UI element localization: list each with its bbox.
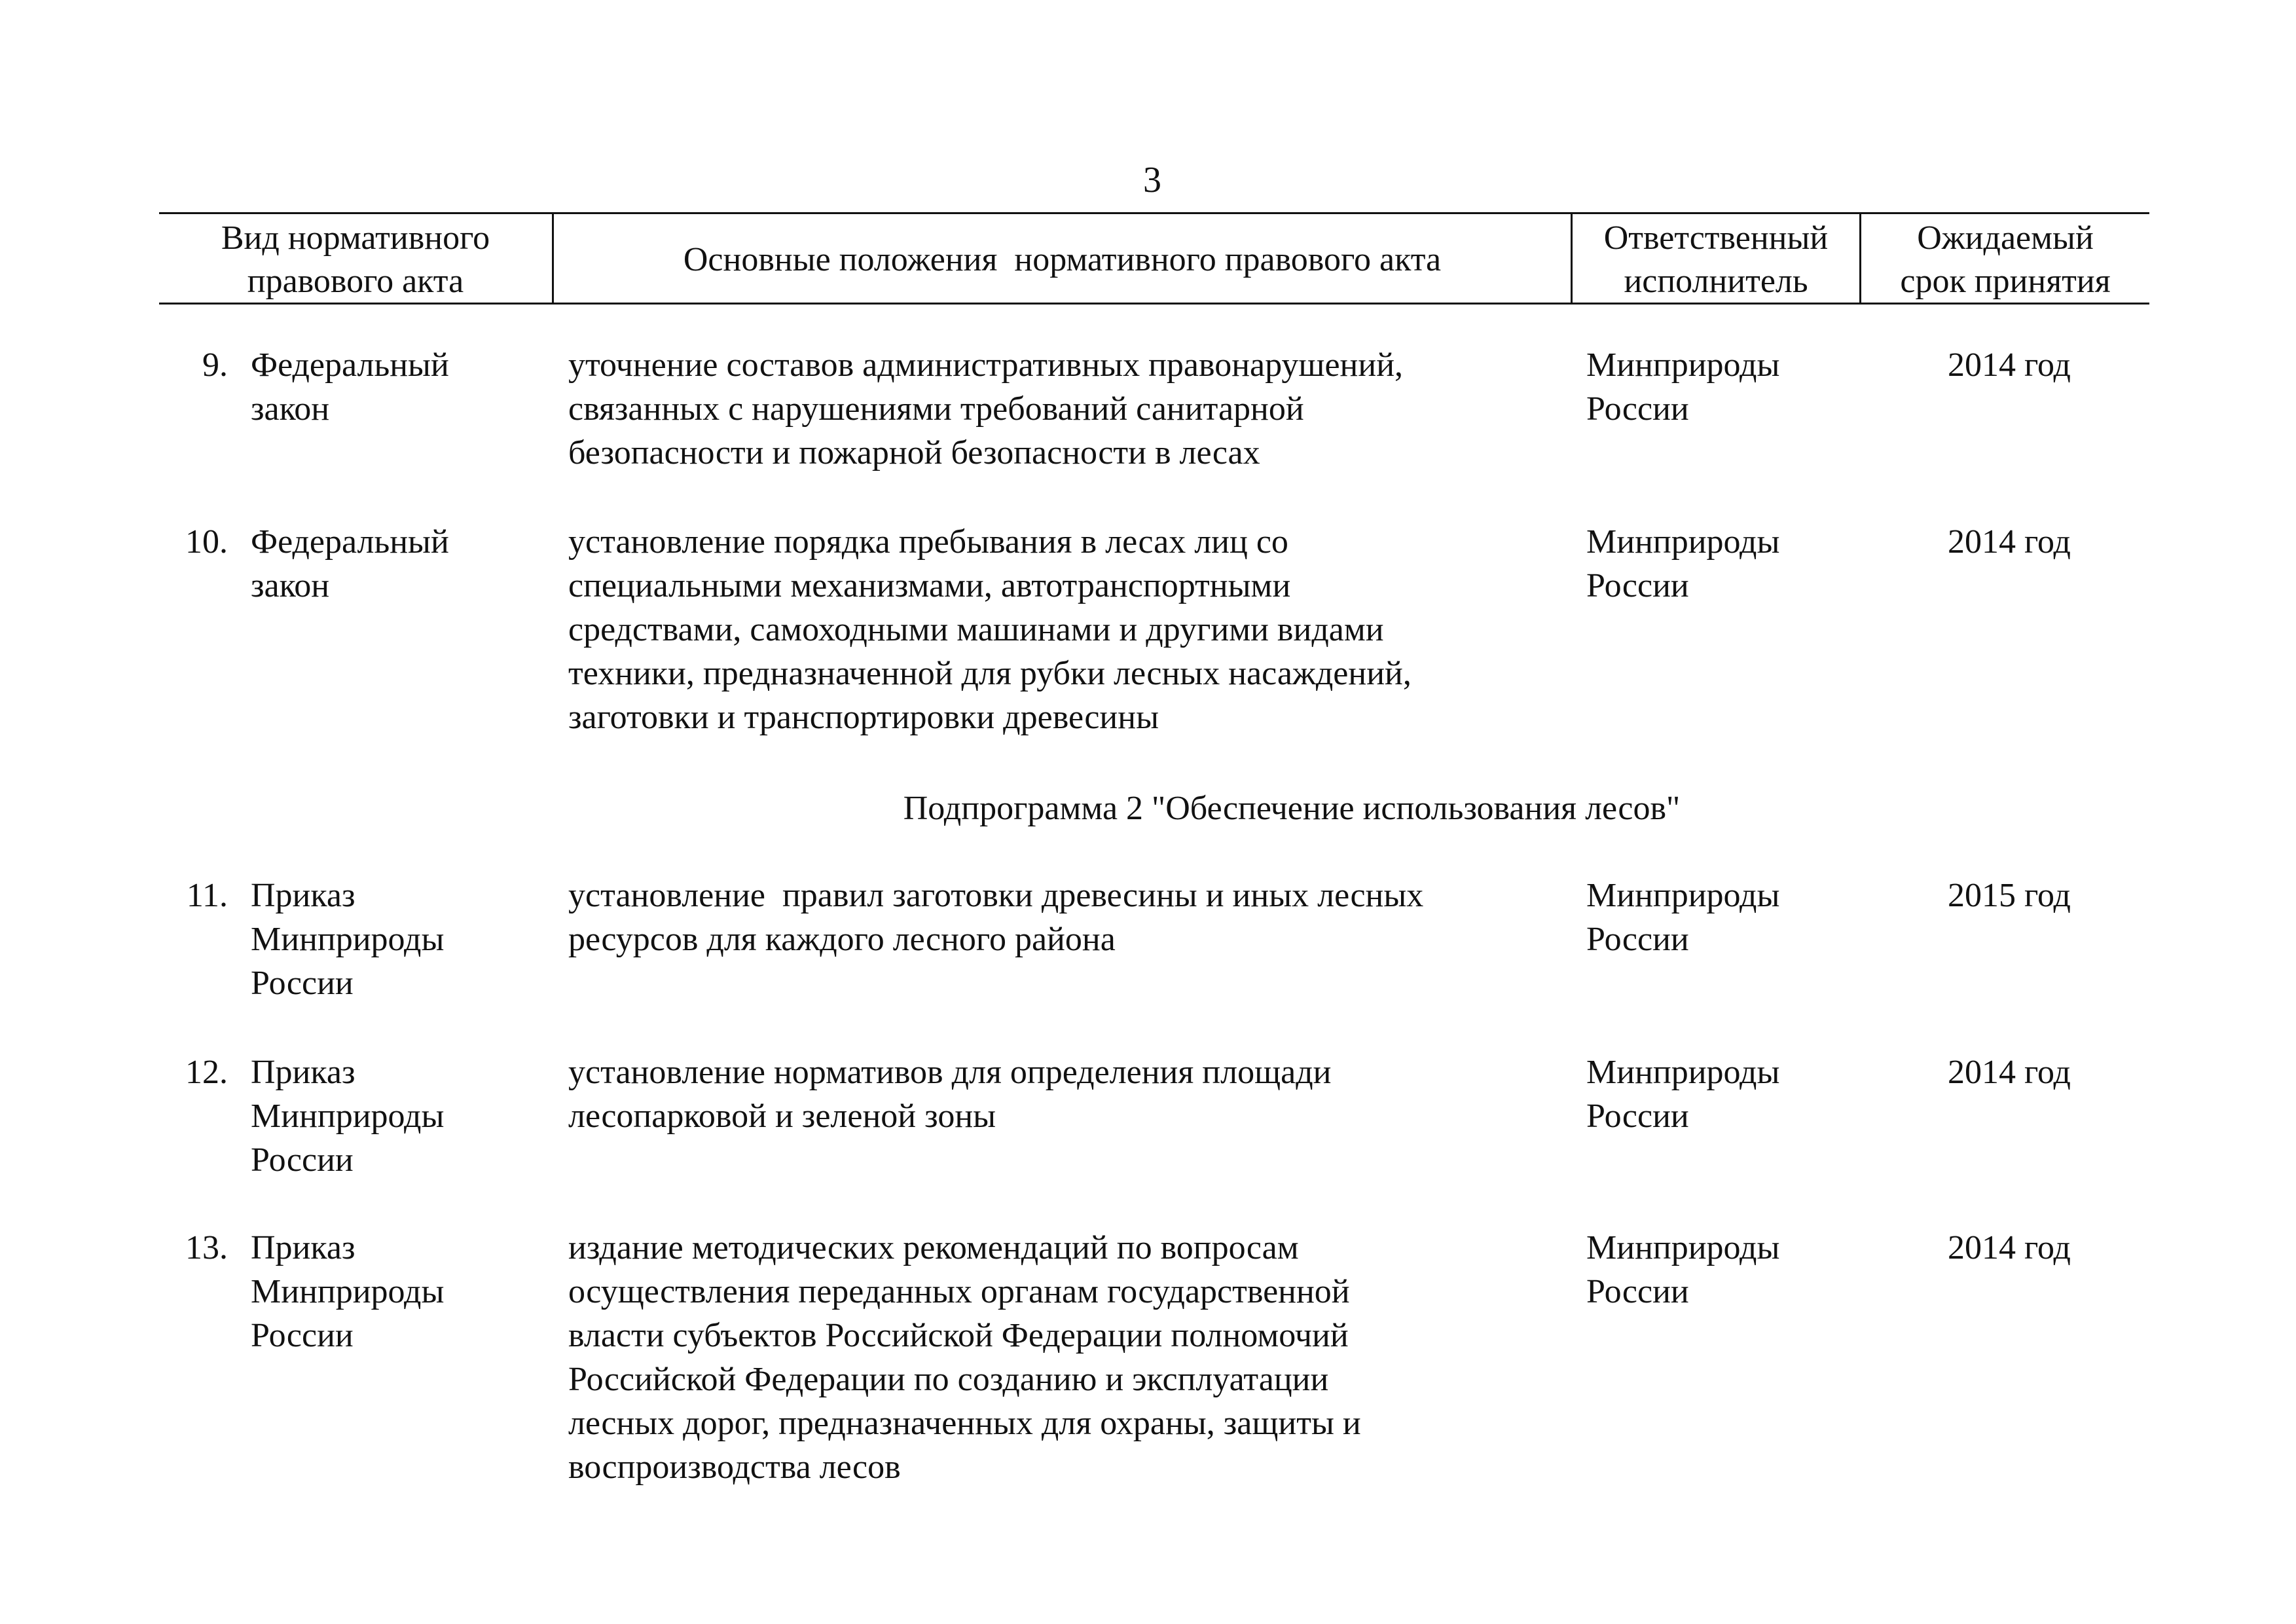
header-provisions-label: Основные положения нормативного правового акта (683, 241, 1442, 278)
act-kind-line: России (251, 1141, 354, 1179)
provisions-line: связанных с нарушениями требований санитарной (568, 390, 1304, 428)
header-term (1861, 217, 2149, 303)
row-number: 11. (186, 877, 228, 914)
row-act-kind (251, 874, 539, 1005)
subprogram-heading: Подпрограмма 2 "Обеспечение использования лесов" (903, 790, 1681, 827)
provisions-line: лесных дорог, предназначенных для охраны, защиты и (568, 1405, 1361, 1442)
act-kind-line: закон (251, 390, 330, 428)
header-responsible-line: исполнитель (1624, 263, 1808, 300)
row-term: 2014 год (1948, 523, 2071, 561)
row-number: 10. (185, 523, 228, 561)
responsible-line: России (1586, 1273, 1689, 1310)
header-kind-line: Вид нормативного (221, 219, 490, 257)
act-kind-line: закон (251, 567, 330, 604)
row-responsible (1586, 1226, 1848, 1314)
provisions-line: воспроизводства лесов (568, 1449, 901, 1486)
act-kind-line: Федеральный (251, 346, 449, 384)
row-provisions (568, 520, 1550, 739)
responsible-line: России (1586, 1098, 1689, 1135)
row-provisions (568, 1050, 1550, 1138)
row-responsible (1586, 874, 1848, 961)
header-responsible (1573, 217, 1859, 303)
row-term: 2014 год (1948, 1054, 2071, 1091)
provisions-line: техники, предназначенной для рубки лесных насаждений, (568, 655, 1412, 692)
act-kind-line: Минприроды (251, 1273, 445, 1310)
header-kind (159, 217, 552, 303)
responsible-line: Минприроды (1586, 1054, 1780, 1091)
header-term-line: срок принятия (1900, 263, 2111, 300)
act-kind-line: Минприроды (251, 921, 445, 958)
act-kind-line: Минприроды (251, 1098, 445, 1135)
row-act-kind (251, 1050, 539, 1182)
provisions-line: осуществления переданных органам государственной (568, 1273, 1350, 1310)
row-responsible (1586, 1050, 1848, 1138)
header-provisions (554, 217, 1571, 303)
row-responsible (1586, 343, 1848, 431)
row-term: 2014 год (1948, 1229, 2071, 1266)
header-kind-line: правового акта (247, 263, 464, 300)
responsible-line: России (1586, 921, 1689, 958)
provisions-line: власти субъектов Российской Федерации полномочий (568, 1317, 1349, 1354)
row-number: 9. (202, 346, 228, 384)
row-term: 2015 год (1948, 877, 2071, 914)
row-provisions (568, 874, 1550, 961)
row-provisions (568, 1226, 1550, 1489)
responsible-line: Минприроды (1586, 346, 1780, 384)
responsible-line: Минприроды (1586, 523, 1780, 561)
row-responsible (1586, 520, 1848, 608)
act-kind-line: Федеральный (251, 523, 449, 561)
provisions-line: установление порядка пребывания в лесах лиц со (568, 523, 1288, 561)
provisions-line: Российской Федерации по созданию и эксплуатации (568, 1361, 1329, 1398)
provisions-line: заготовки и транспортировки древесины (568, 699, 1159, 736)
provisions-line: средствами, самоходными машинами и другими видами (568, 611, 1384, 648)
act-kind-line: Приказ (251, 877, 355, 914)
act-kind-line: России (251, 965, 354, 1002)
header-responsible-line: Ответственный (1603, 219, 1829, 257)
provisions-line: установление нормативов для определения площади (568, 1054, 1332, 1091)
provisions-line: ресурсов для каждого лесного района (568, 921, 1116, 958)
responsible-line: России (1586, 567, 1689, 604)
row-act-kind (251, 520, 539, 608)
provisions-line: лесопарковой и зеленой зоны (568, 1098, 996, 1135)
row-provisions (568, 343, 1550, 475)
responsible-line: Минприроды (1586, 1229, 1780, 1266)
page-number: 3 (1143, 160, 1161, 200)
provisions-line: издание методических рекомендаций по вопросам (568, 1229, 1299, 1266)
responsible-line: России (1586, 390, 1689, 428)
header-term-line: Ожидаемый (1917, 219, 2094, 257)
provisions-line: специальными механизмами, автотранспортными (568, 567, 1291, 604)
act-kind-line: Приказ (251, 1054, 355, 1091)
row-act-kind (251, 343, 539, 431)
row-number: 12. (185, 1054, 228, 1091)
row-number: 13. (185, 1229, 228, 1266)
responsible-line: Минприроды (1586, 877, 1780, 914)
provisions-line: безопасности и пожарной безопасности в лесах (568, 434, 1260, 471)
provisions-line: уточнение составов административных правонарушений, (568, 346, 1404, 384)
act-kind-line: России (251, 1317, 354, 1354)
header-top-rule (159, 212, 2149, 214)
row-act-kind (251, 1226, 539, 1357)
provisions-line: установление правил заготовки древесины и иных лесных (568, 877, 1424, 914)
act-kind-line: Приказ (251, 1229, 355, 1266)
row-term: 2014 год (1948, 346, 2071, 384)
